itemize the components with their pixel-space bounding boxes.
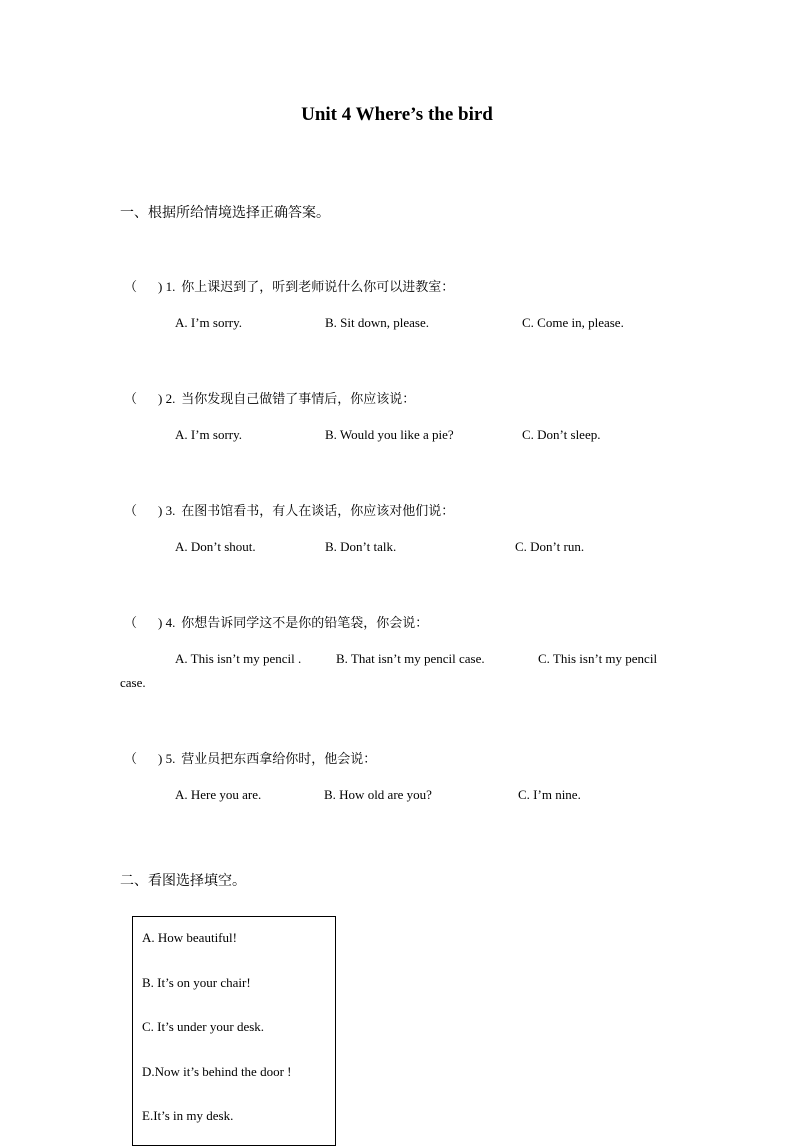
option-b: B. How old are you? — [324, 787, 432, 802]
question-text: 在图书馆看书，有人在谈话，你应该对他们说： — [181, 504, 455, 519]
question-text: 当你发现自己做错了事情后，你应该说： — [181, 392, 416, 407]
option-c: C. This isn’t my pencil — [538, 651, 658, 666]
section-2-heading: 二、看图选择填空。 — [120, 873, 246, 889]
option-c: C. Don’t run. — [515, 539, 585, 554]
option-a: A. Don’t shout. — [175, 539, 256, 554]
answer-blank[interactable]: （ — [124, 391, 138, 406]
question-text: 你上课迟到了，听到老师说什么你可以进教室： — [181, 280, 455, 295]
option-a: A. Here you are. — [175, 787, 262, 802]
question-4 — [124, 612, 428, 631]
answer-blank[interactable]: （ — [124, 751, 138, 766]
question-text: 营业员把东西拿给你时，他会说： — [181, 752, 377, 767]
question-text: 你想告诉同学这不是你的铅笔袋，你会说： — [181, 616, 429, 631]
question-number: ) 4. — [158, 615, 176, 630]
option-c: C. Don’t sleep. — [522, 427, 601, 442]
choice-box — [132, 916, 336, 1146]
option-c: C. I’m nine. — [518, 787, 581, 802]
choice-b: B. It’s on your chair! — [142, 975, 251, 990]
option-b: B. Don’t talk. — [325, 539, 397, 554]
question-5 — [124, 748, 376, 767]
choice-e: E.It’s in my desk. — [142, 1108, 234, 1123]
question-number: ) 5. — [158, 751, 176, 766]
section-1-heading: 一、根据所给情境选择正确答案。 — [120, 205, 330, 221]
choice-c: C. It’s under your desk. — [142, 1019, 265, 1034]
question-3 — [124, 500, 454, 519]
question-number: ) 3. — [158, 503, 176, 518]
option-a: A. This isn’t my pencil . — [175, 651, 302, 666]
option-b: B. Would you like a pie? — [325, 427, 454, 442]
question-number: ) 1. — [158, 279, 176, 294]
question-number: ) 2. — [158, 391, 176, 406]
option-b: B. That isn’t my pencil case. — [336, 651, 485, 666]
option-a: A. I’m sorry. — [175, 427, 243, 442]
page-title: Unit 4 Where’s the bird — [301, 104, 493, 125]
option-c: C. Come in, please. — [522, 315, 624, 330]
answer-blank[interactable]: （ — [124, 615, 138, 630]
answer-blank[interactable]: （ — [124, 279, 138, 294]
option-b: B. Sit down, please. — [325, 315, 429, 330]
question-2 — [124, 388, 415, 407]
choice-d: D.Now it’s behind the door ! — [142, 1064, 292, 1079]
option-a: A. I’m sorry. — [175, 315, 243, 330]
question-1 — [124, 276, 454, 295]
choice-a: A. How beautiful! — [142, 930, 237, 945]
answer-blank[interactable]: （ — [124, 503, 138, 518]
option-c-wrap: case. — [120, 675, 146, 690]
